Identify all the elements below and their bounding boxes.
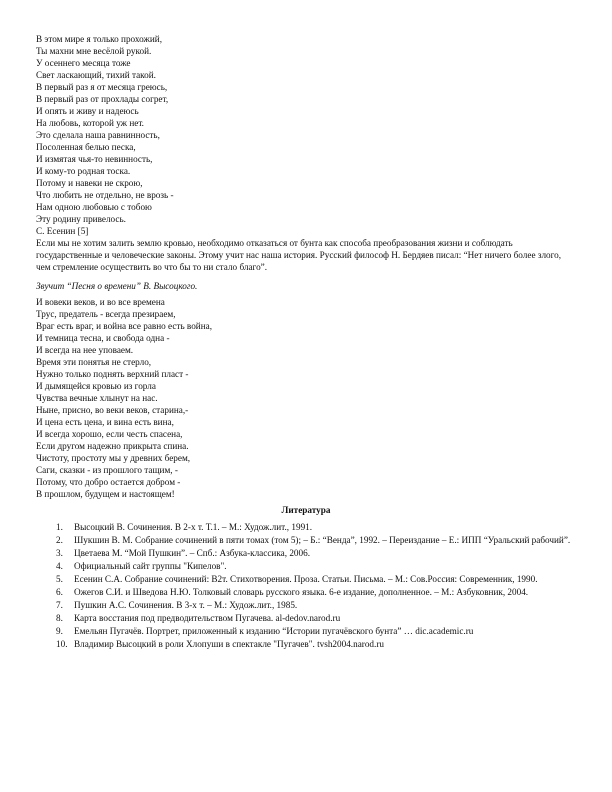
document-page xyxy=(36,33,576,652)
poem-line: И кому-то родная тоска. xyxy=(36,166,131,176)
reference-text: Официальный сайт группы "Кипелов". xyxy=(74,561,227,571)
references-heading: Литература xyxy=(281,505,331,515)
poem-line: В первый раз я от месяца греюсь, xyxy=(36,82,168,92)
poem-esenin xyxy=(36,33,576,237)
reference-text: Владимир Высоцкий в роли Хлопуши в спектакле "Пугачев". tvsh2004.narod.ru xyxy=(74,639,384,649)
reference-text: Ожегов С.И. и Шведова Н.Ю. Толковый словарь русского языка. 6-е издание, дополненное. – М.: Азбуковник, 2004. xyxy=(74,587,529,597)
reference-number: 5. xyxy=(56,574,63,584)
reference-item xyxy=(36,639,576,651)
poem-line: Потому и навеки не скрою, xyxy=(36,178,143,188)
reference-text: Емельян Пугачёв. Портрет, приложенный к изданию “Истории пугачёвского бунта” … dic.academic.ru xyxy=(74,626,474,636)
poem-line: Нам одною любовью с тобою xyxy=(36,202,152,212)
reference-text: Шукшин В. М. Собрание сочинений в пяти томах (том 5); – Б.: “Венда”, 1992. – Переиздание – Е.: ИПП “Уральский рабочий”. xyxy=(74,535,571,545)
poem-line: Свет ласкающий, тихий такой. xyxy=(36,70,156,80)
song-cue-author: В. Высоцкого. xyxy=(140,281,198,291)
reference-text: Цветаева М. “Мой Пушкин”. – Спб.: Азбука-классика, 2006. xyxy=(74,548,310,558)
reference-text: Есенин С.А. Собрание сочинений: В2т. Стихотворения. Проза. Статьи. Письма. – М.: Сов.Россия: Современник, 1990. xyxy=(74,574,538,584)
reference-item xyxy=(36,613,576,625)
poem-line: Чувства вечные хлынут на нас. xyxy=(36,393,158,403)
poem-line: И цена есть цена, и вина есть вина, xyxy=(36,417,174,427)
reference-number: 2. xyxy=(56,535,63,545)
reference-number: 6. xyxy=(56,587,63,597)
reference-number: 9. xyxy=(56,626,63,636)
song-cue xyxy=(36,280,576,292)
reference-item xyxy=(36,587,576,599)
poem-line: Если другом надежно прикрыта спина. xyxy=(36,441,189,451)
reference-item xyxy=(36,522,576,534)
poem-line: И опять и живу и надеюсь xyxy=(36,106,139,116)
poem-line: Эту родину привелось. xyxy=(36,214,126,224)
poem-line: В этом мире я только прохожий, xyxy=(36,34,163,44)
poem-line: Ты махни мне весёлой рукой. xyxy=(36,46,152,56)
poem-line: В прошлом, будущем и настоящем! xyxy=(36,489,175,499)
references-list xyxy=(36,522,576,651)
poem-line: И всегда на нее уповаем. xyxy=(36,345,134,355)
poem-line: На любовь, которой уж нет. xyxy=(36,118,144,128)
poem-line: Трус, предатель - всегда презираем, xyxy=(36,309,176,319)
reference-item xyxy=(36,548,576,560)
poem-line: Саги, сказки - из прошлого тащим, - xyxy=(36,465,178,475)
poem-line: Нужно только поднять верхний пласт - xyxy=(36,369,189,379)
poem-line: И всегда хорошо, если честь спасена, xyxy=(36,429,183,439)
reference-text: Высоцкий В. Сочинения. В 2-х т. Т.1. – М.: Худож.лит., 1991. xyxy=(74,522,313,532)
poem-attribution: С. Есенин [5] xyxy=(36,226,89,236)
poem-line: Что любить не отдельно, не врозь - xyxy=(36,190,174,200)
poem-line: И измятая чья-то невинность, xyxy=(36,154,153,164)
reference-number: 1. xyxy=(56,522,63,532)
reference-number: 7. xyxy=(56,600,63,610)
poem-line: Чистоту, простоту мы у древних берем, xyxy=(36,453,191,463)
poem-line: Потому, что добро остается добром - xyxy=(36,477,181,487)
poem-vysotsky xyxy=(36,296,576,500)
poem-line: Ныне, присно, во веки веков, старина,- xyxy=(36,405,189,415)
reference-item xyxy=(36,535,576,547)
reference-item xyxy=(36,626,576,638)
reference-item xyxy=(36,574,576,586)
poem-line: У осеннего месяца тоже xyxy=(36,58,131,68)
poem-line: Время эти понятья не стерло, xyxy=(36,357,152,367)
reference-text: Пушкин А.С. Сочинения. В 3-х т. – М.: Худож.лит., 1985. xyxy=(74,600,298,610)
reference-number: 3. xyxy=(56,548,63,558)
body-paragraph: Если мы не хотим залить землю кровью, необходимо отказаться от бунта как способа преобразования жизни и соблюдать государственные и человеческие законы. Этому учит нас наша история. Русский философ Н. Бердяев писал: “Нет ничего более злого, чем стремление осуществить во что бы то ни стало благо”. xyxy=(36,238,562,272)
reference-number: 8. xyxy=(56,613,63,623)
reference-number: 10. xyxy=(56,639,68,649)
poem-line: Это сделала наша равнинность, xyxy=(36,130,160,140)
reference-item xyxy=(36,561,576,573)
poem-line: Враг есть враг, и война все равно есть война, xyxy=(36,321,213,331)
poem-line: И вовеки веков, и во все времена xyxy=(36,297,165,307)
poem-line: В первый раз от прохлады согрет, xyxy=(36,94,169,104)
reference-number: 4. xyxy=(56,561,63,571)
poem-line: Посоленная белью песка, xyxy=(36,142,136,152)
poem-line: И дымящейся кровью из горла xyxy=(36,381,156,391)
poem-line: И темница тесна, и свобода одна - xyxy=(36,333,170,343)
reference-text: Карта восстания под предводительством Пугачева. al-dedov.narod.ru xyxy=(74,613,341,623)
reference-item xyxy=(36,600,576,612)
song-cue-text: Звучит “Песня о времени” xyxy=(36,281,141,291)
